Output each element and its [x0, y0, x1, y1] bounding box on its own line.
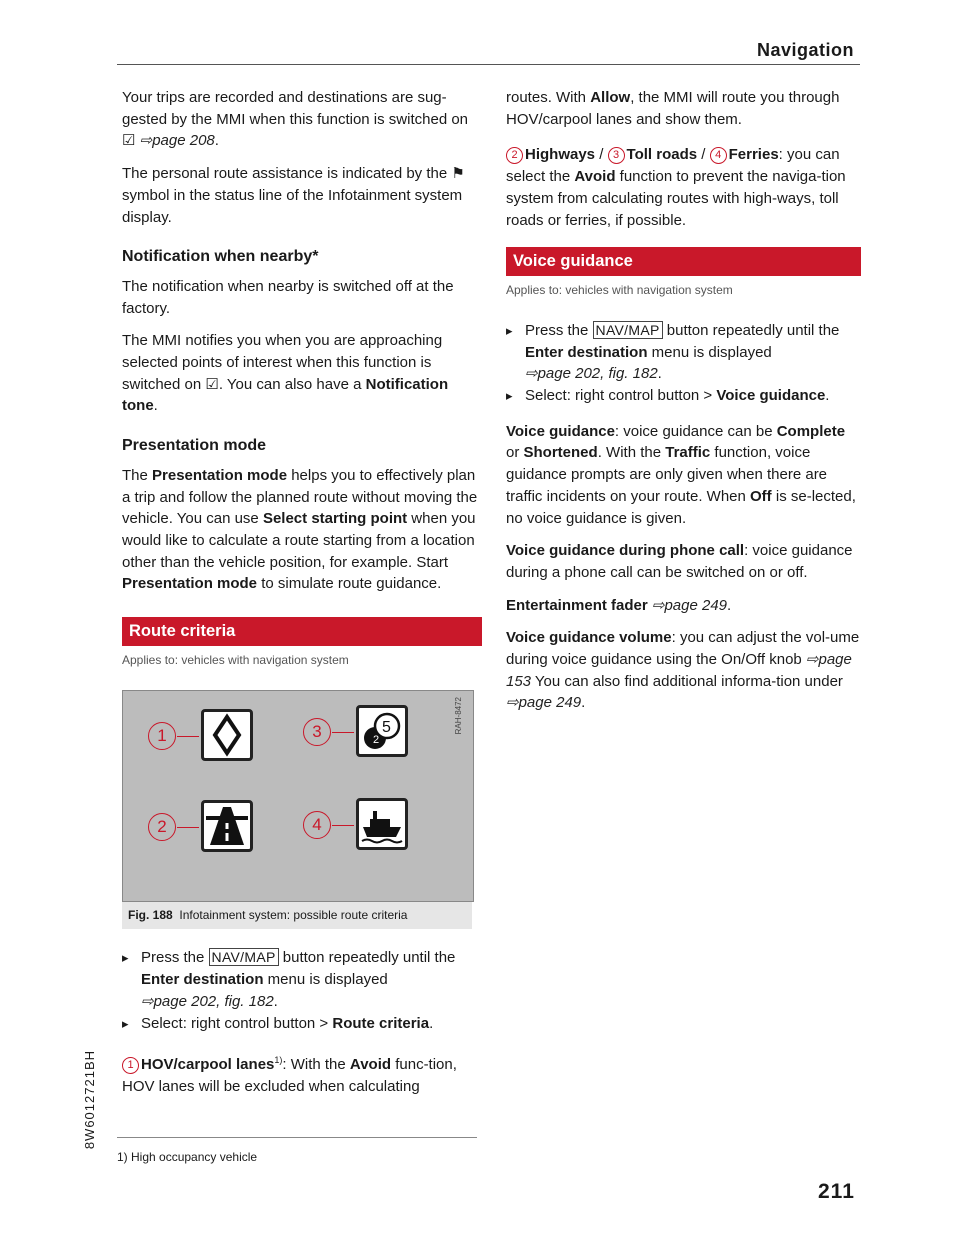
callout-leader: [177, 736, 199, 738]
paragraph: Entertainment fader ⇨page 249.: [506, 596, 732, 614]
callout-marker: 1: [122, 1057, 139, 1074]
callout-4: 4: [303, 811, 331, 839]
footnote: 1) High occupancy vehicle: [117, 1150, 258, 1164]
footnote-rule: [117, 1137, 477, 1138]
paragraph: The notification when nearby is switched off at the factory.: [122, 277, 454, 317]
list-item: ▸ Press the NAV/MAP button repeatedly until the Enter destination menu is displayed ⇨page 202, fig. 182.: [506, 320, 861, 385]
callout-marker: 3: [608, 147, 625, 164]
paragraph: The MMI notifies you when you are approaching selected points of interest when this function is switched on ☑. You can also have a Notification tone.: [122, 332, 449, 415]
toll-road-icon: [356, 705, 408, 757]
nav-map-button[interactable]: NAV/MAP: [593, 321, 663, 339]
heading-presentation: Presentation mode: [122, 437, 267, 455]
svg-text:2: 2: [373, 733, 380, 746]
applies-note: Applies to: vehicles with navigation system: [122, 653, 349, 668]
paragraph: Voice guidance during phone call: voice guidance during a phone call can be switched on or off.: [506, 542, 853, 581]
callout-marker: 4: [710, 147, 727, 164]
checkbox-icon: ☑: [205, 375, 219, 393]
route-criteria-bar: Route criteria: [122, 617, 482, 646]
checkbox-icon: ☑: [122, 132, 136, 150]
document-code: 8W6012721BH: [82, 1050, 97, 1150]
right-column: [506, 87, 861, 725]
paragraph: Your trips are recorded and destinations are sug-gested by the MMI when this function is switched on ☑ ⇨page 208.: [122, 89, 469, 150]
page-ref-link[interactable]: ⇨page 249: [651, 596, 728, 614]
list-item: ▸ Select: right control button > Voice guidance.: [506, 385, 861, 407]
paragraph: routes. With Allow, the MMI will route you through HOV/carpool lanes and show them.: [506, 89, 840, 128]
highway-icon: [201, 800, 253, 852]
route-criteria-figure: [122, 690, 474, 902]
voice-guidance-bar: Voice guidance: [506, 247, 861, 276]
paragraph: 2 Highways / 3 Toll roads / 4 Ferries: you can select the Avoid function to prevent the naviga-tion system from calculating routes with high-ways, toll roads or ferries, if possible.: [506, 146, 846, 229]
paragraph: Voice guidance: voice guidance can be Complete or Shortened. With the Traffic function, voice guidance prompts are only given when there are traffic incidents on your route. When Off is se-lected, no voice guidance is given.: [506, 422, 856, 527]
page-ref-link[interactable]: ⇨page 202, fig. 182: [525, 365, 658, 383]
page-ref-link[interactable]: ⇨page 153: [506, 651, 852, 690]
left-column: [122, 87, 482, 1109]
applies-note: Applies to: vehicles with navigation system: [506, 283, 733, 298]
page-number: 211: [818, 1180, 855, 1203]
heading-notification: Notification when nearby*: [122, 248, 319, 266]
page-ref-link[interactable]: ⇨page 208: [139, 132, 215, 150]
callout-2: 2: [148, 813, 176, 841]
list-item: ▸ Press the NAV/MAP button repeatedly until the Enter destination menu is displayed ⇨page 202, fig. 182.: [122, 947, 482, 1012]
list-item: ▸ Select: right control button > Route criteria.: [122, 1013, 482, 1035]
ferry-icon: [356, 798, 408, 850]
callout-leader: [332, 732, 354, 734]
figure-caption: Fig. 188 Infotainment system: possible route criteria: [122, 902, 472, 930]
callout-marker: 2: [506, 147, 523, 164]
callout-leader: [332, 825, 354, 827]
section-title: Navigation: [757, 40, 855, 60]
callout-leader: [177, 827, 199, 829]
route-assist-icon: ⚑: [451, 165, 465, 183]
header-rule: [117, 64, 860, 65]
callout-1: 1: [148, 722, 176, 750]
figure-code: RAH-8472: [454, 696, 464, 735]
paragraph: The Presentation mode helps you to effectively plan a trip and follow the planned route without moving the vehicle. You can use Select starting point when you would like to calculate a route starting from a location other than the vehicle position, for example. Start Presentation mode to simulate route guidance.: [122, 466, 478, 593]
page-ref-link[interactable]: ⇨page 249: [506, 694, 582, 712]
callout-3: 3: [303, 718, 331, 746]
paragraph: The personal route assistance is indicated by the ⚑ symbol in the status line of the Infotainment system display.: [122, 165, 465, 226]
svg-text:5: 5: [382, 718, 391, 736]
nav-map-button[interactable]: NAV/MAP: [209, 948, 279, 966]
carpool-diamond-icon: [201, 709, 253, 761]
paragraph: 1 HOV/carpool lanes$^{1)}$: With the Avoid func-tion, HOV lanes will be excluded when calculating: [122, 1055, 457, 1095]
page-ref-link[interactable]: ⇨page 202, fig. 182: [141, 992, 274, 1010]
paragraph: Voice guidance volume: you can adjust the vol-ume during voice guidance using the On/Off knob ⇨page 153 You can also find additional informa-tion under ⇨page 249.: [506, 629, 860, 712]
